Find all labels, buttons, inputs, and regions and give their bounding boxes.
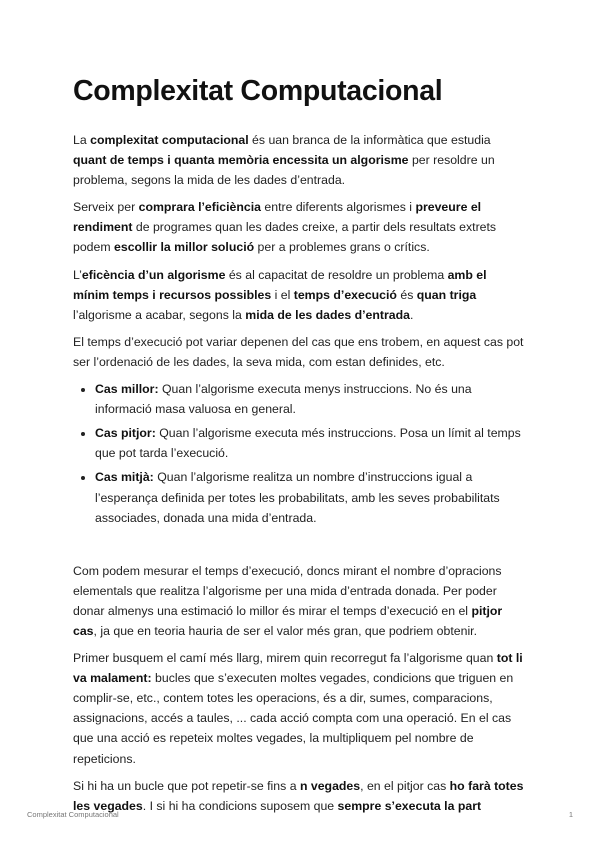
list-item-best-case xyxy=(95,379,525,419)
paragraph-definition xyxy=(73,130,525,190)
cases-list xyxy=(73,379,525,528)
text-run: i el xyxy=(271,287,294,302)
text-run: Com podem mesurar el temps d’execució, doncs mirant el nombre d’opracions elementals que realitza l’algorisme per una mida d’entrada donada. Per poder donar almenys una estimació lo millor és mirar el temps d’execució en el xyxy=(73,563,502,618)
text-run: de programes quan les dades creixe, a partir dels resultats extrets podem xyxy=(73,220,497,255)
case-text: Quan l’algorisme realitza un nombre d’instruccions igual a l’esperança definida per totes les probabilitats, amb les seves probabilitats associades, donada una mida d’entrada. xyxy=(95,470,500,525)
bold-run: preveure el rendiment xyxy=(73,200,482,235)
text-run: . xyxy=(409,307,414,322)
paragraph-purpose xyxy=(73,197,525,257)
bold-run: tot li va malament: xyxy=(73,651,523,686)
case-text: Quan l’algorisme executa més instruccions. Posa un límit al temps que pot tarda l’execució. xyxy=(95,426,521,461)
document-page xyxy=(73,74,525,823)
text-run: , ja que en teoria hauria de ser el valor més gran, que podriem obtenir. xyxy=(93,623,478,638)
text-run: bucles que s’executen moltes vegades, condicions que triguen en complir-se, etc., contem totes les operacions, és a dir, sumes, comparacions, assignacions, accés a taules, ... cada acció compta com una operació. En el cas que una acció es repeteix moltes vegades, la multipliquem pel nombre de repeticions. xyxy=(73,671,514,766)
text-run: . I si hi ha condicions suposem que xyxy=(142,798,338,813)
case-text: Quan l’algorisme executa menys instruccions. No és una informació masa valuosa en general. xyxy=(95,382,472,417)
bold-run: sempre s’executa la part xyxy=(337,798,482,813)
footer-title: Complexitat Computacional xyxy=(27,810,119,819)
case-label: Cas millor: xyxy=(95,382,159,397)
text-run: per a problemes grans o crítics. xyxy=(254,240,430,255)
list-item-average-case xyxy=(95,467,525,527)
bold-run: mida de les dades d’entrada xyxy=(245,307,410,322)
paragraph-longest-path xyxy=(73,648,525,769)
text-run: és al capacitat de resoldre un problema xyxy=(225,267,448,282)
text-run: és xyxy=(396,287,417,302)
bold-run: n vegades xyxy=(299,778,361,793)
bold-run: complexitat computacional xyxy=(90,133,249,147)
text-run: La xyxy=(73,133,91,147)
bold-run: temps d’execució xyxy=(293,287,397,302)
bold-run: ho farà totes les vegades xyxy=(73,778,524,813)
bold-run: comprara l’eficiència xyxy=(138,200,261,215)
page-title: Complexitat Computacional xyxy=(73,75,443,107)
text-run: l’algorisme a acabar, segons la xyxy=(73,307,246,322)
footer-page-number: 1 xyxy=(568,810,573,819)
bold-run: eficència d’un algorisme xyxy=(81,267,226,282)
text-run: Si hi ha un bucle que pot repetir-se fins a xyxy=(73,778,300,793)
list-item-worst-case xyxy=(95,423,525,463)
paragraph-measure xyxy=(73,561,525,641)
section-spacer xyxy=(73,532,525,561)
case-label: Cas pitjor: xyxy=(95,426,156,441)
text-run: , en el pitjor cas xyxy=(360,778,450,793)
case-label: Cas mitjà: xyxy=(95,470,154,485)
bold-run: amb el mínim temps i recursos possibles xyxy=(73,267,487,302)
text-run: per resoldre un problema, segons la mida de les dades d’entrada. xyxy=(73,153,495,188)
text-run: és uan branca de la informàtica que estudia xyxy=(248,133,491,147)
text-run: L’ xyxy=(73,267,82,282)
text-run: Serveix per xyxy=(73,200,139,215)
bold-run: pitjor cas xyxy=(73,603,503,638)
text-run: Primer busquem el camí més llarg, mirem quin recorregut fa l’algorisme quan xyxy=(73,651,497,666)
bold-run: escollir la millor solució xyxy=(114,240,255,255)
paragraph-loops xyxy=(73,776,525,816)
bold-run: quan triga xyxy=(416,287,477,302)
paragraph-execution-time: El temps d’execució pot variar depenen del cas que ens trobem, en aquest cas pot ser l’ordenació de les dades, la seva mida, com estan definides, etc. xyxy=(73,334,524,369)
bold-run: quant de temps i quanta memòria encessita un algorisme xyxy=(73,153,409,168)
paragraph-efficiency xyxy=(73,265,525,325)
text-run: entre diferents algorismes i xyxy=(260,200,416,215)
